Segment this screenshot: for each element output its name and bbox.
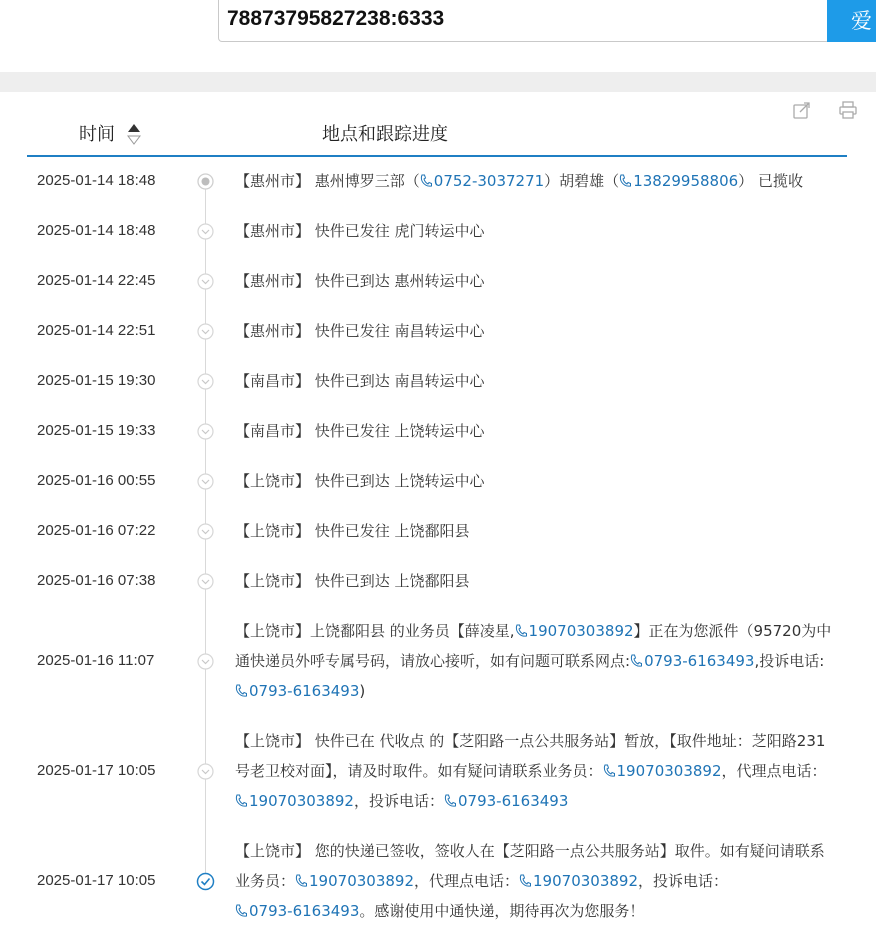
phone-icon xyxy=(515,624,527,638)
detail-text: ）胡碧雄（ xyxy=(544,172,620,190)
row-time: 2025-01-17 10:05 xyxy=(37,872,156,889)
phone-link[interactable] xyxy=(235,902,359,920)
row-detail xyxy=(235,516,835,546)
row-time: 2025-01-16 11:07 xyxy=(37,652,155,669)
column-header-location: 地点和跟踪进度 xyxy=(322,124,448,144)
detail-text: 。感谢使用中通快递，期待再次为您服务！ xyxy=(359,902,645,920)
search-button[interactable]: 爱 xyxy=(827,0,876,42)
timeline-row xyxy=(0,416,876,446)
section-divider xyxy=(0,72,876,92)
row-time: 2025-01-15 19:33 xyxy=(37,422,156,439)
phone-icon xyxy=(603,764,615,778)
row-time: 2025-01-16 07:22 xyxy=(37,522,156,539)
detail-text: ，投诉电话： xyxy=(638,872,729,890)
phone-number: 13829958806 xyxy=(633,172,739,190)
phone-number: 0752-3037271 xyxy=(433,172,545,190)
timeline-row xyxy=(0,726,876,816)
phone-icon xyxy=(420,174,432,188)
chevron-down-circle-icon xyxy=(196,222,215,241)
chevron-down-circle-icon xyxy=(196,322,215,341)
chevron-down-circle-icon xyxy=(196,372,215,391)
phone-icon xyxy=(235,904,247,918)
row-time: 2025-01-16 07:38 xyxy=(37,572,156,589)
timeline-row xyxy=(0,466,876,496)
phone-number: 19070303892 xyxy=(616,762,722,780)
row-time: 2025-01-14 18:48 xyxy=(37,222,156,239)
phone-icon xyxy=(630,654,642,668)
row-detail xyxy=(235,316,835,346)
timeline-row xyxy=(0,316,876,346)
phone-link[interactable] xyxy=(519,872,638,890)
row-time: 2025-01-15 19:30 xyxy=(37,372,156,389)
phone-icon xyxy=(619,174,631,188)
timeline-row xyxy=(0,366,876,396)
timeline-row xyxy=(0,516,876,546)
phone-number: 19070303892 xyxy=(533,872,638,890)
detail-text: 【上饶市】 快件已到达 上饶转运中心 xyxy=(235,472,485,490)
row-detail xyxy=(235,616,835,706)
phone-icon xyxy=(444,794,456,808)
chevron-down-circle-icon xyxy=(196,422,215,441)
search-bar xyxy=(0,0,876,46)
tracking-number-input[interactable]: 78873795827238:6333 xyxy=(218,0,830,42)
chevron-down-circle-icon xyxy=(196,652,215,671)
row-detail xyxy=(235,366,835,396)
phone-number: 0793-6163493 xyxy=(249,682,360,700)
phone-link[interactable] xyxy=(515,622,634,640)
detail-text: 【南昌市】 快件已到达 南昌转运中心 xyxy=(235,372,485,390)
timeline-row xyxy=(0,566,876,596)
detail-text: 【上饶市】 快件已到达 上饶鄱阳县 xyxy=(235,572,470,590)
row-detail xyxy=(235,416,835,446)
phone-link[interactable] xyxy=(630,652,754,670)
phone-link[interactable] xyxy=(295,872,414,890)
row-detail xyxy=(235,466,835,496)
phone-icon xyxy=(519,874,531,888)
phone-link[interactable] xyxy=(619,172,738,190)
detail-text: ） 已揽收 xyxy=(738,172,803,190)
detail-text: ) xyxy=(359,682,366,700)
row-detail xyxy=(235,726,835,816)
detail-text: ，投诉电话： xyxy=(353,792,444,810)
chevron-down-circle-icon xyxy=(196,522,215,541)
phone-link[interactable] xyxy=(603,762,722,780)
phone-number: 19070303892 xyxy=(528,622,634,640)
column-header-time[interactable]: 时间 xyxy=(79,124,115,144)
row-detail xyxy=(235,266,835,296)
chevron-down-circle-icon xyxy=(196,572,215,591)
timeline-start-dot-icon xyxy=(196,172,215,191)
chevron-down-circle-icon xyxy=(196,762,215,781)
row-detail xyxy=(235,166,835,196)
detail-text: 【惠州市】 快件已到达 惠州转运中心 xyxy=(235,272,485,290)
timeline-row xyxy=(0,216,876,246)
detail-text: ，代理点电话： xyxy=(721,762,827,780)
phone-link[interactable] xyxy=(444,792,568,810)
phone-link[interactable] xyxy=(235,682,359,700)
timeline-row xyxy=(0,616,876,706)
row-time: 2025-01-14 22:45 xyxy=(37,272,156,289)
timeline-row xyxy=(0,266,876,296)
phone-link[interactable] xyxy=(235,792,354,810)
row-detail xyxy=(235,836,835,926)
phone-number: 19070303892 xyxy=(249,792,354,810)
check-circle-icon xyxy=(196,872,215,891)
timeline-row xyxy=(0,836,876,926)
detail-text: ,投诉电话: xyxy=(754,652,825,670)
phone-number: 19070303892 xyxy=(309,872,414,890)
chevron-down-circle-icon xyxy=(196,472,215,491)
header-divider xyxy=(27,155,847,157)
print-icon[interactable] xyxy=(838,100,858,120)
detail-text: 【南昌市】 快件已发往 上饶转运中心 xyxy=(235,422,485,440)
row-time: 2025-01-17 10:05 xyxy=(37,762,156,779)
phone-icon xyxy=(235,684,247,698)
phone-icon xyxy=(295,874,307,888)
detail-text: 【惠州市】 快件已发往 虎门转运中心 xyxy=(235,222,485,240)
detail-text: 【惠州市】 快件已发往 南昌转运中心 xyxy=(235,322,485,340)
share-icon[interactable] xyxy=(792,100,812,120)
row-detail xyxy=(235,216,835,246)
phone-number: 0793-6163493 xyxy=(458,792,569,810)
phone-number: 0793-6163493 xyxy=(644,652,755,670)
detail-text: 【上饶市】 快件已在 代收点 的【芝阳路一点公共服务站】暂放，【取件地址：芝阳路231号老卫校对面】，请及时取件。如有疑问请联系业务员： xyxy=(235,732,826,780)
detail-text: ，代理点电话： xyxy=(414,872,520,890)
phone-number: 0793-6163493 xyxy=(249,902,360,920)
detail-text: 【上饶市】 快件已发往 上饶鄱阳县 xyxy=(235,522,470,540)
row-time: 2025-01-16 00:55 xyxy=(37,472,156,489)
detail-text: 【上饶市】 您的快递已签收，签收人在【芝阳路一点公共服务站】取件。如有疑问请联系业务员： xyxy=(235,842,825,890)
detail-text: 【惠州市】 惠州博罗三部（ xyxy=(235,172,420,190)
row-time: 2025-01-14 22:51 xyxy=(37,322,156,339)
detail-text: 【上饶市】上饶鄱阳县 的业务员【薛凌星, xyxy=(235,622,515,640)
detail-text: 】正在为您派件（95720为中通快递员外呼专属号码，请放心接听，如有问题可联系网点: xyxy=(235,622,832,670)
phone-icon xyxy=(235,794,247,808)
row-time: 2025-01-14 18:48 xyxy=(37,172,156,189)
sort-icon[interactable] xyxy=(127,123,141,145)
row-detail xyxy=(235,566,835,596)
phone-link[interactable] xyxy=(420,172,544,190)
timeline-row xyxy=(0,166,876,196)
chevron-down-circle-icon xyxy=(196,272,215,291)
